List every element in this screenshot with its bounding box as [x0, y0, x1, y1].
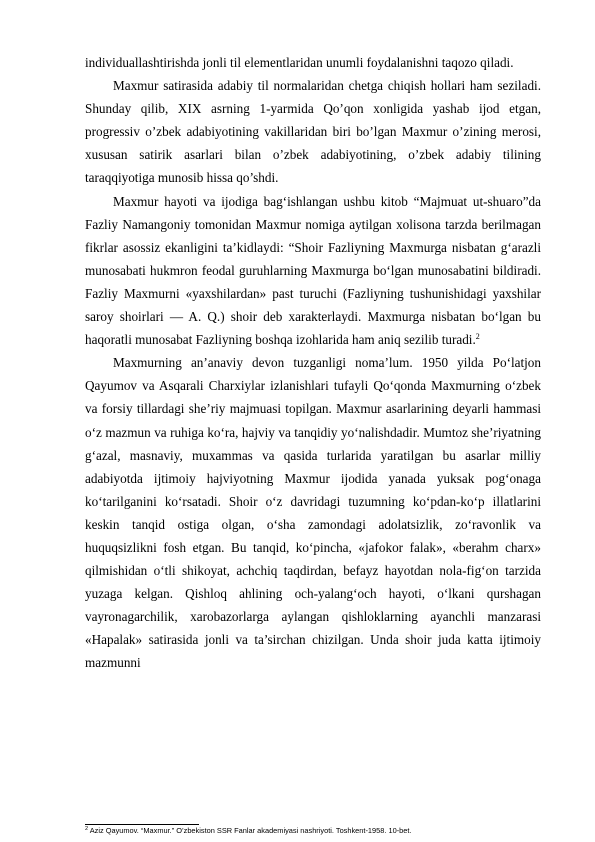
document-body: [85, 51, 541, 675]
footnote: [85, 826, 555, 836]
footnote-text: Aziz Qayumov. “Maxmur.” O’zbekiston SSR Fanlar akademiyasi nashriyoti. Toshkent-1958. 10-bet.: [89, 826, 412, 835]
paragraph-2: [85, 74, 541, 189]
footnote-reference: 2: [475, 332, 480, 342]
footnote-separator: [85, 824, 199, 825]
paragraph-1-text: individuallashtirishda jonli til elementlaridan unumli foydalanishni taqozo qiladi.: [85, 55, 514, 70]
paragraph-4-text: Maxmurning an’anaviy devon tuzganligi noma’lum. 1950 yilda Po‘latjon Qayumov va Asqarali Charxiylar izlanishlari tufayli Qo‘qonda Maxmurning o‘zbek va forsiy tillardagi she’riy majmuasi topilgan. Maxmur asarlarining deyarli hammasi o‘z mazmun va ruhiga ko‘ra, hajviy va tanqidiy yo‘nalishdadir. Mumtoz she’riyatning g‘azal, masnaviy, muxammas va qasida turlarida yaratilgan bu asarlar milliy adabiyotda ijtimoiy hajviyotning Maxmur ijodida yanada yuksak pog‘onaga ko‘tarilganini ko‘rsatadi. Shoir o‘z davridagi tuzumning ko‘pdan-ko‘p illatlarini keskin tanqid ostiga olgan, o‘sha zamondagi adolatsizlik, zo‘ravonlik va huquqsizlikni fosh etgan. Bu tanqid, ko‘pincha, «jafokor falak», «berahm charx» qilmishidan o‘tli shikoyat, achchiq taqdirdan, befayz hayotdan nola-fig‘on tarzida yuzaga kelgan. Qishloq ahlining och-yalang‘och hayoti, o‘lkani qurshagan vayronagarchilik, xarobazorlarga aylangan qishloklarning ayanchli manzarasi «Hapalak» satirasida jonli va ta’sirchan chizilgan. Unda shoir juda katta ijtimoiy mazmunni: [85, 355, 541, 671]
paragraph-1: [85, 51, 541, 74]
footnote-number: 2: [85, 826, 89, 832]
paragraph-2-text: Maxmur satirasida adabiy til normalaridan chetga chiqish hollari ham seziladi. Shunday qilib, XIX asrning 1-yarmida Qo’qon xonligida yashab ijod etgan, progressiv o’zbek adabiyotining vakillaridan biri bo’lgan Maxmur o’zining merosi, xususan satirik asarlari bilan o’zbek adabiyotining, o’zbek adabiy tilining taraqqiyotiga munosib hissa qo’shdi.: [85, 78, 541, 186]
paragraph-3-text: Maxmur hayoti va ijodiga bag‘ishlangan ushbu kitob “Majmuat ut-shuaro”da Fazliy Namangoniy tomonidan Maxmur nomiga aytilgan xolisona tarzda berilmagan fikrlar asossiz ekanligini ta’kidlaydi: “Shoir Fazliyning Maxmurga nisbatan g‘arazli munosabati hukmron feodal guruhlarning Maxmurga bo‘lgan munosabatini bildiradi. Fazliy Maxmurni «yaxshilardan» past turuchi (Fazliyning tushunishidagi yaxshilar saroy shoirlari — A. Q.) shoir deb xarakterlaydi. Maxmurga nisbatan bo‘lgan bu haqoratli munosabat Fazliyning boshqa izohlarida ham aniq sezilib turadi.: [85, 193, 541, 348]
paragraph-4: [85, 351, 541, 674]
paragraph-3: [85, 190, 541, 352]
